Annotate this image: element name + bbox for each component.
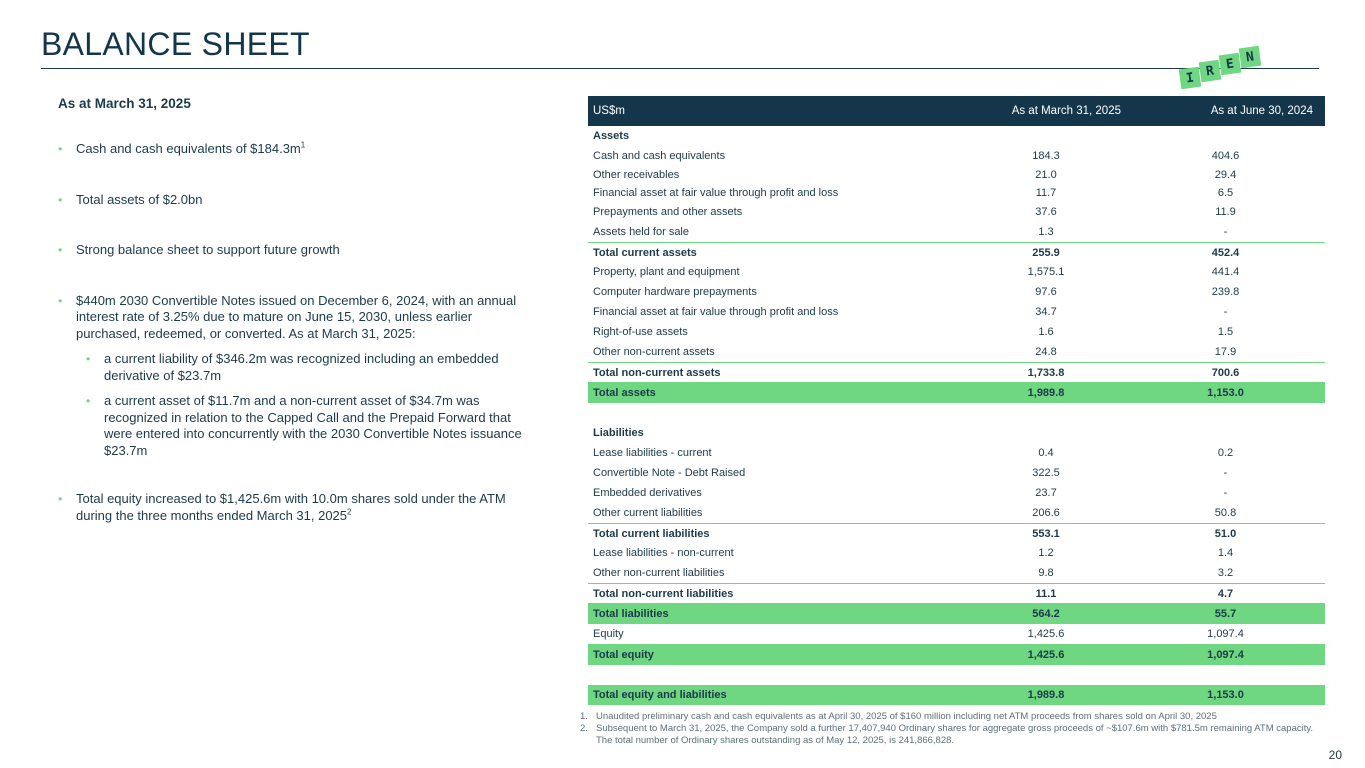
value-march-2025: 1.6 [1038,326,1054,338]
table-header [588,96,1325,126]
summary-heading: As at March 31, 2025 [58,96,191,111]
footnote-ref: 1 [300,140,306,150]
row-label: Other receivables [593,169,680,181]
table-row [588,403,1325,423]
table-row [588,282,1325,302]
footnote [580,711,1320,723]
summary-bullet [58,141,528,158]
summary-bullet [58,242,528,259]
value-march-2025: 255.9 [1032,246,1060,259]
value-june-2024: 700.6 [1211,366,1240,379]
summary-sub-bullet [58,351,528,384]
table-row [588,443,1325,463]
row-label: Property, plant and equipment [593,266,740,278]
value-june-2024: 29.4 [1214,169,1237,181]
footnote-number: 2. [580,723,588,734]
table-row [588,222,1325,242]
summary-bullet [58,293,528,343]
value-march-2025: 11.1 [1035,587,1057,600]
value-march-2025: 23.7 [1035,487,1057,499]
value-march-2025: 24.8 [1035,346,1057,358]
summary-bullet-text: Cash and cash equivalents of $184.3m [76,141,301,156]
value-june-2024: - [1223,306,1228,318]
table-row [588,166,1325,184]
value-june-2024: 11.9 [1215,206,1236,218]
value-march-2025: 21.0 [1035,169,1057,181]
value-march-2025: 1,989.8 [1027,689,1065,701]
table-row [588,463,1325,483]
value-march-2025: 0.4 [1038,447,1054,459]
table-row [588,342,1325,362]
row-label: Total current assets [593,246,697,259]
title-divider [41,68,1319,69]
table-row [588,603,1325,624]
value-june-2024: 4.7 [1217,587,1234,600]
summary-panel [58,96,528,524]
summary-bullet-text: Strong balance sheet to support future growth [76,242,340,257]
value-march-2025: 184.3 [1032,150,1060,162]
table-row [588,423,1325,443]
footnote-ref: 2 [347,507,352,517]
value-march-2025: 322.5 [1032,467,1060,479]
page-title: BALANCE SHEET [41,26,310,62]
value-march-2025: 1,425.6 [1027,648,1065,661]
table-row [588,644,1325,665]
value-march-2025: 9.8 [1038,567,1054,579]
logo-letter-i: I [1179,67,1202,90]
row-label: Computer hardware prepayments [593,286,757,298]
table-row [588,242,1325,262]
row-label: Lease liabilities - non-current [593,547,734,559]
logo-letter-e: E [1219,53,1242,76]
value-june-2024: 452.4 [1211,246,1240,259]
table-body [588,126,1325,705]
table-row [588,262,1325,282]
value-march-2025: 97.6 [1035,286,1057,298]
row-label: Other non-current liabilities [593,567,725,579]
table-row [588,523,1325,543]
table-row [588,302,1325,322]
row-label: Financial asset at fair value through profit and loss [593,306,839,318]
value-june-2024: 0.2 [1217,447,1234,459]
summary-sub-bullet [58,393,528,459]
summary-bullet-text: Total assets of $2.0bn [76,191,203,207]
row-label: Lease liabilities - current [593,447,712,459]
value-june-2024: - [1223,467,1228,479]
table-row [588,126,1325,146]
row-label: Other non-current assets [593,346,715,358]
table-row [588,202,1325,222]
value-june-2024: - [1223,226,1228,238]
footnote [580,723,1320,747]
summary-bullet [58,491,528,524]
header-march-2025: As at March 31, 2025 [1011,105,1121,117]
row-label: Total non-current liabilities [593,587,734,600]
footnote-number: 1. [580,711,588,722]
value-june-2024: 55.7 [1214,607,1237,620]
table-row [588,624,1325,644]
value-june-2024: 3.2 [1217,567,1234,579]
value-march-2025: 34.7 [1035,306,1057,318]
value-march-2025: 1.2 [1038,547,1054,559]
value-march-2025: 553.1 [1032,527,1060,540]
summary-sub-bullet-text: a current asset of $11.7m and a non-current asset of $34.7m was recognized in relation to the Capped Call and the Prepaid Forward that were entered into concurrently with the 2030 Convertible Notes issuance $23.7m [104,393,522,458]
table-row [588,184,1325,202]
value-june-2024: 239.8 [1211,286,1240,298]
row-label: Total liabilities [593,607,669,620]
logo-letter-r: R [1199,60,1222,83]
row-label: Total current liabilities [593,527,710,540]
row-label: Total equity and liabilities [593,689,727,701]
row-label: Total non-current assets [593,366,721,379]
value-june-2024: 1,097.4 [1207,648,1244,661]
summary-bullet-text: Total equity increased to $1,425.6m with 10.0m shares sold under the ATM during the three months ended March 31, 2025 [76,491,506,523]
table-row [588,382,1325,403]
value-june-2024: 1,153.0 [1207,689,1244,701]
table-row [588,503,1325,523]
table-row [588,362,1325,382]
logo-letter-n: N [1239,46,1262,69]
value-march-2025: 37.6 [1035,206,1057,218]
summary-bullet-text: $440m 2030 Convertible Notes issued on December 6, 2024, with an annual interest rate of 3.25% due to mature on June 15, 2030, unless earlier purchased, redeemed, or converted. As at March 31, 2025: [76,292,517,341]
page-number: 20 [1328,748,1342,762]
footnote-text: Unaudited preliminary cash and cash equivalents as at April 30, 2025 of $160 million including net ATM proceeds from shares sold on April 30, 2025 [596,711,1217,722]
value-june-2024: 1.4 [1217,547,1234,559]
row-label: Prepayments and other assets [593,206,743,218]
value-march-2025: 11.7 [1035,187,1057,199]
footnotes [580,711,1320,747]
row-label: Convertible Note - Debt Raised [593,467,746,479]
value-march-2025: 1.3 [1038,226,1054,238]
value-june-2024: 1.5 [1217,326,1234,338]
header-june-2024: As at June 30, 2024 [1210,105,1313,117]
summary-bullet [58,192,528,209]
row-label: Assets [593,130,630,142]
value-june-2024: 51.0 [1214,527,1237,540]
value-june-2024: 17.9 [1214,346,1237,358]
table-row [588,483,1325,503]
row-label: Cash and cash equivalents [593,150,726,162]
value-march-2025: 1,989.8 [1027,386,1065,399]
table-row [588,322,1325,342]
value-march-2025: 1,575.1 [1027,266,1065,278]
table-row [588,563,1325,583]
value-march-2025: 1,425.6 [1027,628,1065,640]
value-march-2025: 564.2 [1032,607,1060,620]
row-label: Assets held for sale [593,226,689,238]
row-label: Right-of-use assets [593,326,688,338]
value-june-2024: 6.5 [1217,187,1234,199]
value-june-2024: 1,153.0 [1207,386,1244,399]
row-label: Equity [593,628,624,640]
row-label: Other current liabilities [593,507,703,519]
iren-logo [1178,46,1262,90]
value-june-2024: 441.4 [1211,266,1240,278]
row-label: Liabilities [593,427,644,439]
value-march-2025: 206.6 [1032,507,1060,519]
table-row [588,665,1325,685]
table-row [588,583,1325,603]
table-row [588,543,1325,563]
table-row [588,685,1325,705]
value-june-2024: - [1223,487,1228,499]
row-label: Total equity [593,648,654,661]
summary-sub-bullet-text: a current liability of $346.2m was recognized including an embedded derivative of $23.7m [104,351,499,383]
table-row [588,146,1325,166]
balance-sheet-table [588,96,1325,705]
value-march-2025: 1,733.8 [1027,366,1065,379]
row-label: Embedded derivatives [593,487,702,499]
value-june-2024: 404.6 [1211,150,1240,162]
row-label: Total assets [593,386,656,399]
footnote-text: Subsequent to March 31, 2025, the Company sold a further 17,407,940 Ordinary shares for aggregate gross proceeds of ~$107.6m with $781.5m remaining ATM capacity. The total number of Ordinary shares outstanding as of May 12, 2025, is 241,866,828. [596,723,1314,746]
value-june-2024: 50.8 [1214,507,1237,519]
value-june-2024: 1,097.4 [1207,628,1244,640]
header-label: US$m [593,105,625,117]
row-label: Financial asset at fair value through profit and loss [593,187,839,199]
